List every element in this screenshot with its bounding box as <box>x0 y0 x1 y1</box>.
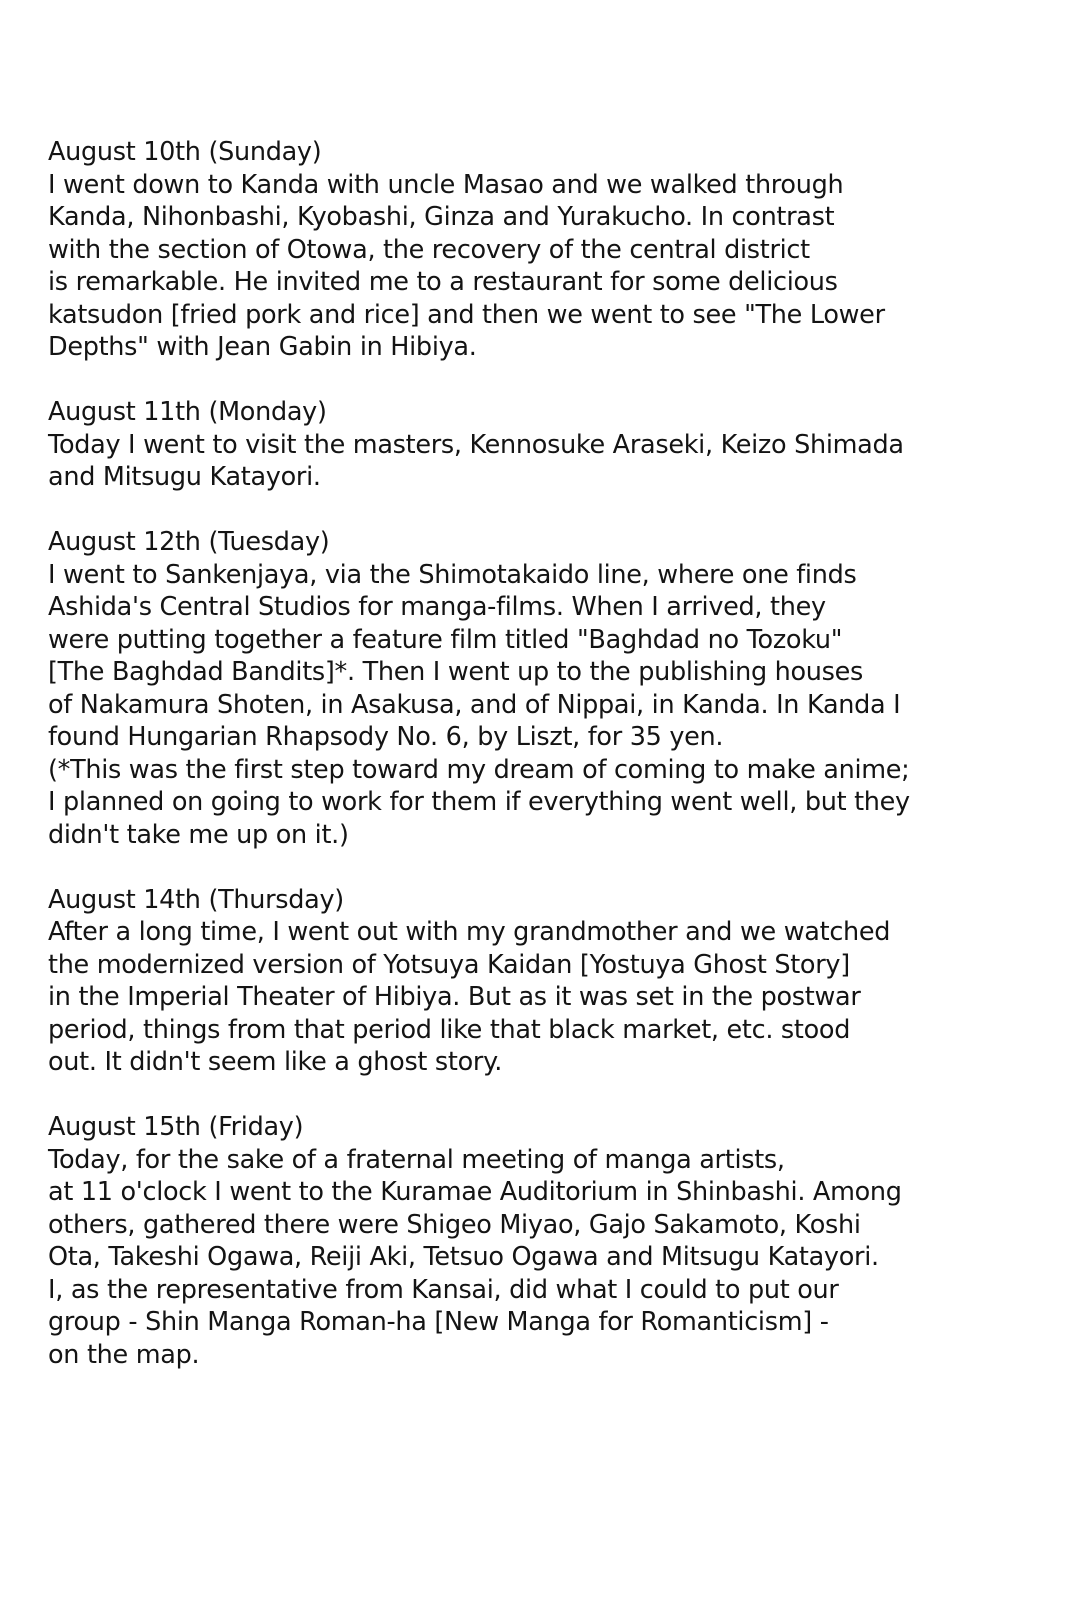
entry-line: I, as the representative from Kansai, did what I could to put our <box>48 1274 839 1305</box>
entry-line: (*This was the first step toward my dream of coming to make anime; <box>48 754 910 785</box>
diary-entry-august-15 <box>48 1111 1038 1371</box>
entry-line: in the Imperial Theater of Hibiya. But as it was set in the postwar <box>48 982 861 1012</box>
entry-line: is remarkable. He invited me to a restaurant for some delicious <box>48 267 838 297</box>
entry-line: of Nakamura Shoten, in Asakusa, and of Nippai, in Kanda. In Kanda I <box>48 689 901 720</box>
diary-page <box>48 136 1038 1404</box>
entry-line: and Mitsugu Katayori. <box>48 462 321 492</box>
entry-line: others, gathered there were Shigeo Miyao, Gajo Sakamoto, Koshi <box>48 1209 861 1240</box>
entry-line: I planned on going to work for them if everything went well, but they <box>48 787 910 817</box>
diary-entry-august-10 <box>48 136 1038 364</box>
entry-date: August 12th (Tuesday) <box>48 527 330 557</box>
entry-line: the modernized version of Yotsuya Kaidan [Yostuya Ghost Story] <box>48 949 850 980</box>
entry-line: Depths" with Jean Gabin in Hibiya. <box>48 332 477 362</box>
entry-line: group - Shin Manga Roman-ha [New Manga for Romanticism] - <box>48 1307 829 1337</box>
entry-line: Today, for the sake of a fraternal meeting of manga artists, <box>48 1144 785 1175</box>
entry-line: Ashida's Central Studios for manga-films. When I arrived, they <box>48 592 826 622</box>
diary-entry-august-14 <box>48 884 1038 1079</box>
entry-date: August 15th (Friday) <box>48 1112 304 1142</box>
entry-line: with the section of Otowa, the recovery of the central district <box>48 234 810 265</box>
entry-line: found Hungarian Rhapsody No. 6, by Liszt, for 35 yen. <box>48 722 724 752</box>
entry-line: were putting together a feature film titled "Baghdad no Tozoku" <box>48 624 843 655</box>
entry-line: on the map. <box>48 1339 200 1370</box>
entry-date: August 14th (Thursday) <box>48 884 344 915</box>
entry-line: I went down to Kanda with uncle Masao and we walked through <box>48 169 844 200</box>
diary-entry-august-12 <box>48 526 1038 851</box>
entry-line: didn't take me up on it.) <box>48 819 349 850</box>
entry-line: out. It didn't seem like a ghost story. <box>48 1047 503 1077</box>
entry-line: Today I went to visit the masters, Kennosuke Araseki, Keizo Shimada <box>48 429 904 460</box>
entry-line: period, things from that period like that black market, etc. stood <box>48 1014 851 1045</box>
entry-date: August 11th (Monday) <box>48 397 327 427</box>
entry-line: [The Baghdad Bandits]*. Then I went up to the publishing houses <box>48 657 864 687</box>
entry-line: Kanda, Nihonbashi, Kyobashi, Ginza and Yurakucho. In contrast <box>48 202 835 232</box>
diary-entry-august-11 <box>48 396 1038 494</box>
entry-line: katsudon [fried pork and rice] and then we went to see "The Lower <box>48 299 885 330</box>
entry-line: After a long time, I went out with my grandmother and we watched <box>48 917 891 947</box>
entry-line: I went to Sankenjaya, via the Shimotakaido line, where one finds <box>48 559 857 590</box>
entry-line: at 11 o'clock I went to the Kuramae Auditorium in Shinbashi. Among <box>48 1177 902 1207</box>
entry-date: August 10th (Sunday) <box>48 137 322 167</box>
entry-line: Ota, Takeshi Ogawa, Reiji Aki, Tetsuo Ogawa and Mitsugu Katayori. <box>48 1242 879 1272</box>
